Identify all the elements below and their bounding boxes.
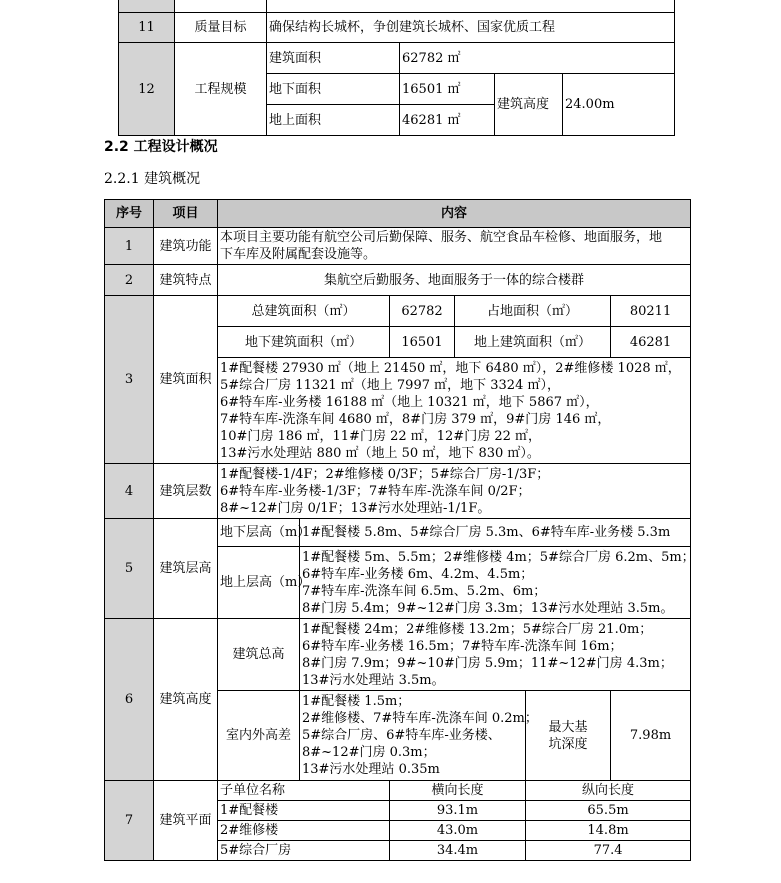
unit-name: 5#综合厂房: [218, 841, 390, 861]
area-label: 建筑面积: [267, 43, 400, 74]
row-number: 2: [105, 265, 154, 296]
building-overview-table: [104, 199, 695, 861]
col-vertical-length: 纵向长度: [526, 781, 691, 801]
table-row: [105, 296, 691, 327]
header-no: 序号: [105, 200, 154, 228]
pit-depth-value: 7.98m: [611, 691, 691, 781]
top-table: [118, 0, 675, 136]
table-header: [105, 200, 691, 228]
area-value: 62782 ㎡: [400, 43, 675, 74]
row-number: 11: [119, 13, 175, 43]
unit-name: 1#配餐楼: [218, 801, 390, 821]
total-height-value: 1#配餐楼 24m；2#维修楼 13.2m；5#综合厂房 21.0m； 6#特车库-业务楼 16.5m；7#特车库-洗涤车间 16m； 8#门房 7.9m；9#~10#门房 5.9m；11#~12#门房 4.3m； 13#污水处理站 3.5m。: [300, 619, 691, 691]
height-label: 建筑高度: [495, 74, 563, 136]
section-title: 2.2 工程设计概况: [104, 139, 218, 155]
table-row: [105, 464, 691, 519]
row-number: 3: [105, 296, 154, 464]
aboveground-value: 46281 ㎡: [400, 105, 495, 136]
unit-name: 2#维修楼: [218, 821, 390, 841]
row-number: 7: [105, 781, 154, 861]
vertical-length: 14.8m: [526, 821, 691, 841]
table-row: [105, 228, 691, 265]
row-number: 5: [105, 519, 154, 619]
header-content: 内容: [218, 200, 691, 228]
underground-height-label: 地下层高（m）: [218, 519, 300, 547]
row-item: 建筑层高: [154, 519, 218, 619]
horizontal-length: 43.0m: [390, 821, 526, 841]
aboveground-area-label: 地上建筑面积（㎡）: [455, 327, 611, 358]
underground-value: 16501 ㎡: [400, 74, 495, 105]
row-number: 1: [105, 228, 154, 265]
pit-depth-label: 最大基 坑深度: [526, 691, 611, 781]
cut-cell: [119, 0, 175, 13]
table-row: [105, 781, 691, 801]
col-unit-name: 子单位名称: [218, 781, 390, 801]
table-row: [119, 13, 675, 43]
aboveground-area-value: 46281: [611, 327, 691, 358]
underground-height-value: 1#配餐楼 5.8m、5#综合厂房 5.3m、6#特车库-业务楼 5.3m: [300, 519, 691, 547]
table-row: [105, 265, 691, 296]
height-value: 24.00m: [563, 74, 675, 136]
aboveground-height-label: 地上层高（m）: [218, 547, 300, 619]
total-height-label: 建筑总高: [218, 619, 300, 691]
row-item: 建筑特点: [154, 265, 218, 296]
vertical-length: 65.5m: [526, 801, 691, 821]
underground-label: 地下面积: [267, 74, 400, 105]
vertical-length: 77.4: [526, 841, 691, 861]
total-area-label: 总建筑面积（㎡）: [218, 296, 390, 327]
underground-area-value: 16501: [390, 327, 455, 358]
row-number: 6: [105, 619, 154, 781]
aboveground-height-value: 1#配餐楼 5m、5.5m；2#维修楼 4m；5#综合厂房 6.2m、5m； 6#特车库-业务楼 6m、4.2m、4.5m； 7#特车库-洗涤车间 6.5m、5.2m、6m； 8#门房 5.4m；9#~12#门房 3.3m；13#污水处理站 3.5m。: [300, 547, 691, 619]
level-diff-label: 室内外高差: [218, 691, 300, 781]
aboveground-label: 地上面积: [267, 105, 400, 136]
table-row: [105, 619, 691, 691]
header-item: 项目: [154, 200, 218, 228]
row-item: 建筑面积: [154, 296, 218, 464]
horizontal-length: 93.1m: [390, 801, 526, 821]
land-area-label: 占地面积（㎡）: [455, 296, 611, 327]
row-number: 4: [105, 464, 154, 519]
row-item: 建筑平面: [154, 781, 218, 861]
col-horizontal-length: 横向长度: [390, 781, 526, 801]
land-area-value: 80211: [611, 296, 691, 327]
total-area-value: 62782: [390, 296, 455, 327]
row-item: 建筑层数: [154, 464, 218, 519]
cut-row: [119, 0, 675, 13]
row-number: 12: [119, 43, 175, 136]
table-row: [105, 519, 691, 547]
row-item: 质量目标: [175, 13, 267, 43]
feature-content: 集航空后勤服务、地面服务于一体的综合楼群: [218, 265, 691, 296]
floors-content: 1#配餐楼-1/4F；2#维修楼 0/3F；5#综合厂房-1/3F； 6#特车库-业务楼-1/3F；7#特车库-洗涤车间 0/2F； 8#~12#门房 0/1F；13#污水处理站-1/1F。: [218, 464, 691, 519]
table-row: [119, 43, 675, 74]
row-item: 工程规模: [175, 43, 267, 136]
underground-area-label: 地下建筑面积（㎡）: [218, 327, 390, 358]
row-content: 确保结构长城杯，争创建筑长城杯、国家优质工程: [267, 13, 675, 43]
row-item: 建筑功能: [154, 228, 218, 265]
subsection-title: 2.2.1 建筑概况: [104, 171, 201, 187]
level-diff-value: 1#配餐楼 1.5m； 2#维修楼、7#特车库-洗涤车间 0.2m； 5#综合厂房、6#特车库-业务楼、 8#~12#门房 0.3m； 13#污水处理站 0.35m: [300, 691, 526, 781]
area-details: 1#配餐楼 27930 ㎡（地上 21450 ㎡，地下 6480 ㎡），2#维修楼 1028 ㎡， 5#综合厂房 11321 ㎡（地上 7997 ㎡，地下 3324 ㎡）， 6#特车库-业务楼 16188 ㎡（地上 10321 ㎡，地下 5867 ㎡）， 7#特车库-洗涤车间 4680 ㎡，8#门房 379 ㎡，9#门房 146 ㎡， 10#门房 186 ㎡，11#门房 22 ㎡，12#门房 22 ㎡， 13#污水处理站 880 ㎡（地上 50 ㎡，地下 830 ㎡）。: [218, 358, 691, 464]
horizontal-length: 34.4m: [390, 841, 526, 861]
row-item: 建筑高度: [154, 619, 218, 781]
function-content: 本项目主要功能有航空公司后勤保障、服务、航空食品车检修、地面服务，地 下车库及附属配套设施等。: [218, 228, 691, 265]
